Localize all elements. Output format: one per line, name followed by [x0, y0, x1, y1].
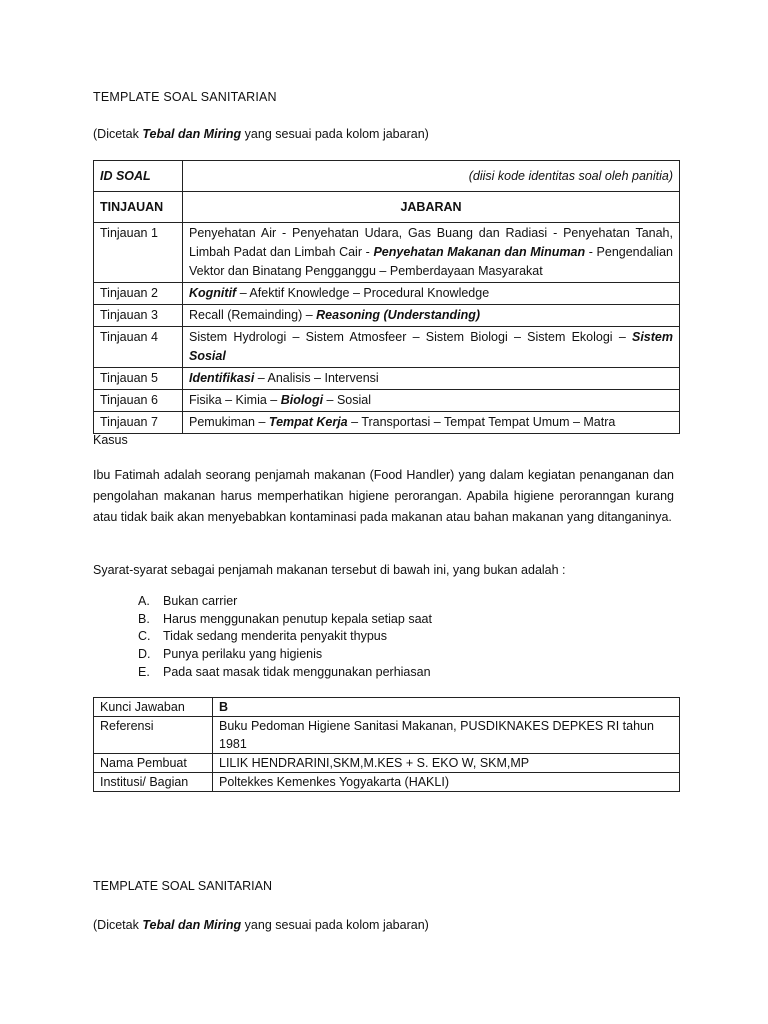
- tinjauan-row: [94, 412, 680, 434]
- tinjauan-row: [94, 223, 680, 283]
- pembuat-label: Nama Pembuat: [94, 754, 213, 773]
- tinjauan-table: [93, 160, 680, 434]
- page-title-repeat: TEMPLATE SOAL SANITARIAN: [93, 879, 272, 893]
- id-soal-label: ID SOAL: [94, 161, 183, 192]
- tinjauan-row: [94, 327, 680, 368]
- kasus-label: Kasus: [93, 433, 128, 447]
- tinjauan-label: Tinjauan 7: [94, 412, 183, 434]
- tinjauan-row: [94, 305, 680, 327]
- kunci-label: Kunci Jawaban: [94, 698, 213, 717]
- jabaran-cell: Identifikasi – Analisis – Intervensi: [183, 368, 680, 390]
- pembuat-row: [94, 754, 680, 773]
- tinjauan-label: Tinjauan 6: [94, 390, 183, 412]
- option-b: B. Harus menggunakan penutup kepala setiap saat: [138, 611, 432, 626]
- institusi-row: [94, 773, 680, 792]
- tinjauan-row: [94, 283, 680, 305]
- jabaran-cell: Sistem Hydrologi – Sistem Atmosfeer – Sistem Biologi – Sistem Ekologi – Sistem Sosial: [183, 327, 680, 368]
- option-c: C. Tidak sedang menderita penyakit thypus: [138, 629, 387, 644]
- tinjauan-label: Tinjauan 5: [94, 368, 183, 390]
- referensi-label: Referensi: [94, 717, 213, 754]
- pembuat-value: LILIK HENDRARINI,SKM,M.KES + S. EKO W, SKM,MP: [213, 754, 680, 773]
- table-header-row: [94, 192, 680, 223]
- instruction-note: (Dicetak Tebal dan Miring yang sesuai pada kolom jabaran): [93, 127, 429, 141]
- instruction-note-repeat: (Dicetak Tebal dan Miring yang sesuai pada kolom jabaran): [93, 918, 429, 932]
- id-soal-value: (diisi kode identitas soal oleh panitia): [183, 161, 680, 192]
- id-soal-row: [94, 161, 680, 192]
- tinjauan-label: Tinjauan 4: [94, 327, 183, 368]
- referensi-row: [94, 717, 680, 754]
- jabaran-cell: Kognitif – Afektif Knowledge – Procedural Knowledge: [183, 283, 680, 305]
- option-d: D. Punya perilaku yang higienis: [138, 647, 323, 662]
- header-tinjauan: TINJAUAN: [94, 192, 183, 223]
- institusi-label: Institusi/ Bagian: [94, 773, 213, 792]
- tinjauan-label: Tinjauan 1: [94, 223, 183, 283]
- jabaran-cell: Recall (Remainding) – Reasoning (Understanding): [183, 305, 680, 327]
- tinjauan-label: Tinjauan 2: [94, 283, 183, 305]
- jabaran-cell: Pemukiman – Tempat Kerja – Transportasi – Tempat Tempat Umum – Matra: [183, 412, 680, 434]
- kunci-row: [94, 698, 680, 717]
- tinjauan-row: [94, 390, 680, 412]
- option-e: E. Pada saat masak tidak menggunakan perhiasan: [138, 664, 431, 679]
- answer-options: [138, 593, 432, 682]
- header-jabaran: JABARAN: [183, 192, 680, 223]
- answer-key-table: [93, 697, 680, 792]
- jabaran-cell: Fisika – Kimia – Biologi – Sosial: [183, 390, 680, 412]
- jabaran-cell: Penyehatan Air - Penyehatan Udara, Gas Buang dan Radiasi - Penyehatan Tanah, Limbah Padat dan Limbah Cair - Penyehatan Makanan dan Minuman - Pengendalian Vektor dan Binatang Pengganggu – Pemberdayaan Masyarakat: [183, 223, 680, 283]
- option-a: A. Bukan carrier: [138, 594, 238, 608]
- question-text: Syarat-syarat sebagai penjamah makanan tersebut di bawah ini, yang bukan adalah :: [93, 563, 566, 577]
- referensi-value: Buku Pedoman Higiene Sanitasi Makanan, PUSDIKNAKES DEPKES RI tahun 1981: [213, 717, 680, 754]
- case-paragraph: Ibu Fatimah adalah seorang penjamah makanan (Food Handler) yang dalam kegiatan penanganan dan pengolahan makanan harus memperhatikan higiene perorangan. Apabila higiene peroranngan kurang atau tidak baik akan menyebabkan kontaminasi pada makanan atau bahan makanan yang ditanganinya.: [93, 468, 674, 524]
- institusi-value: Poltekkes Kemenkes Yogyakarta (HAKLI): [213, 773, 680, 792]
- kunci-value: B: [213, 698, 680, 717]
- page-title: TEMPLATE SOAL SANITARIAN: [93, 90, 277, 104]
- tinjauan-label: Tinjauan 3: [94, 305, 183, 327]
- tinjauan-row: [94, 368, 680, 390]
